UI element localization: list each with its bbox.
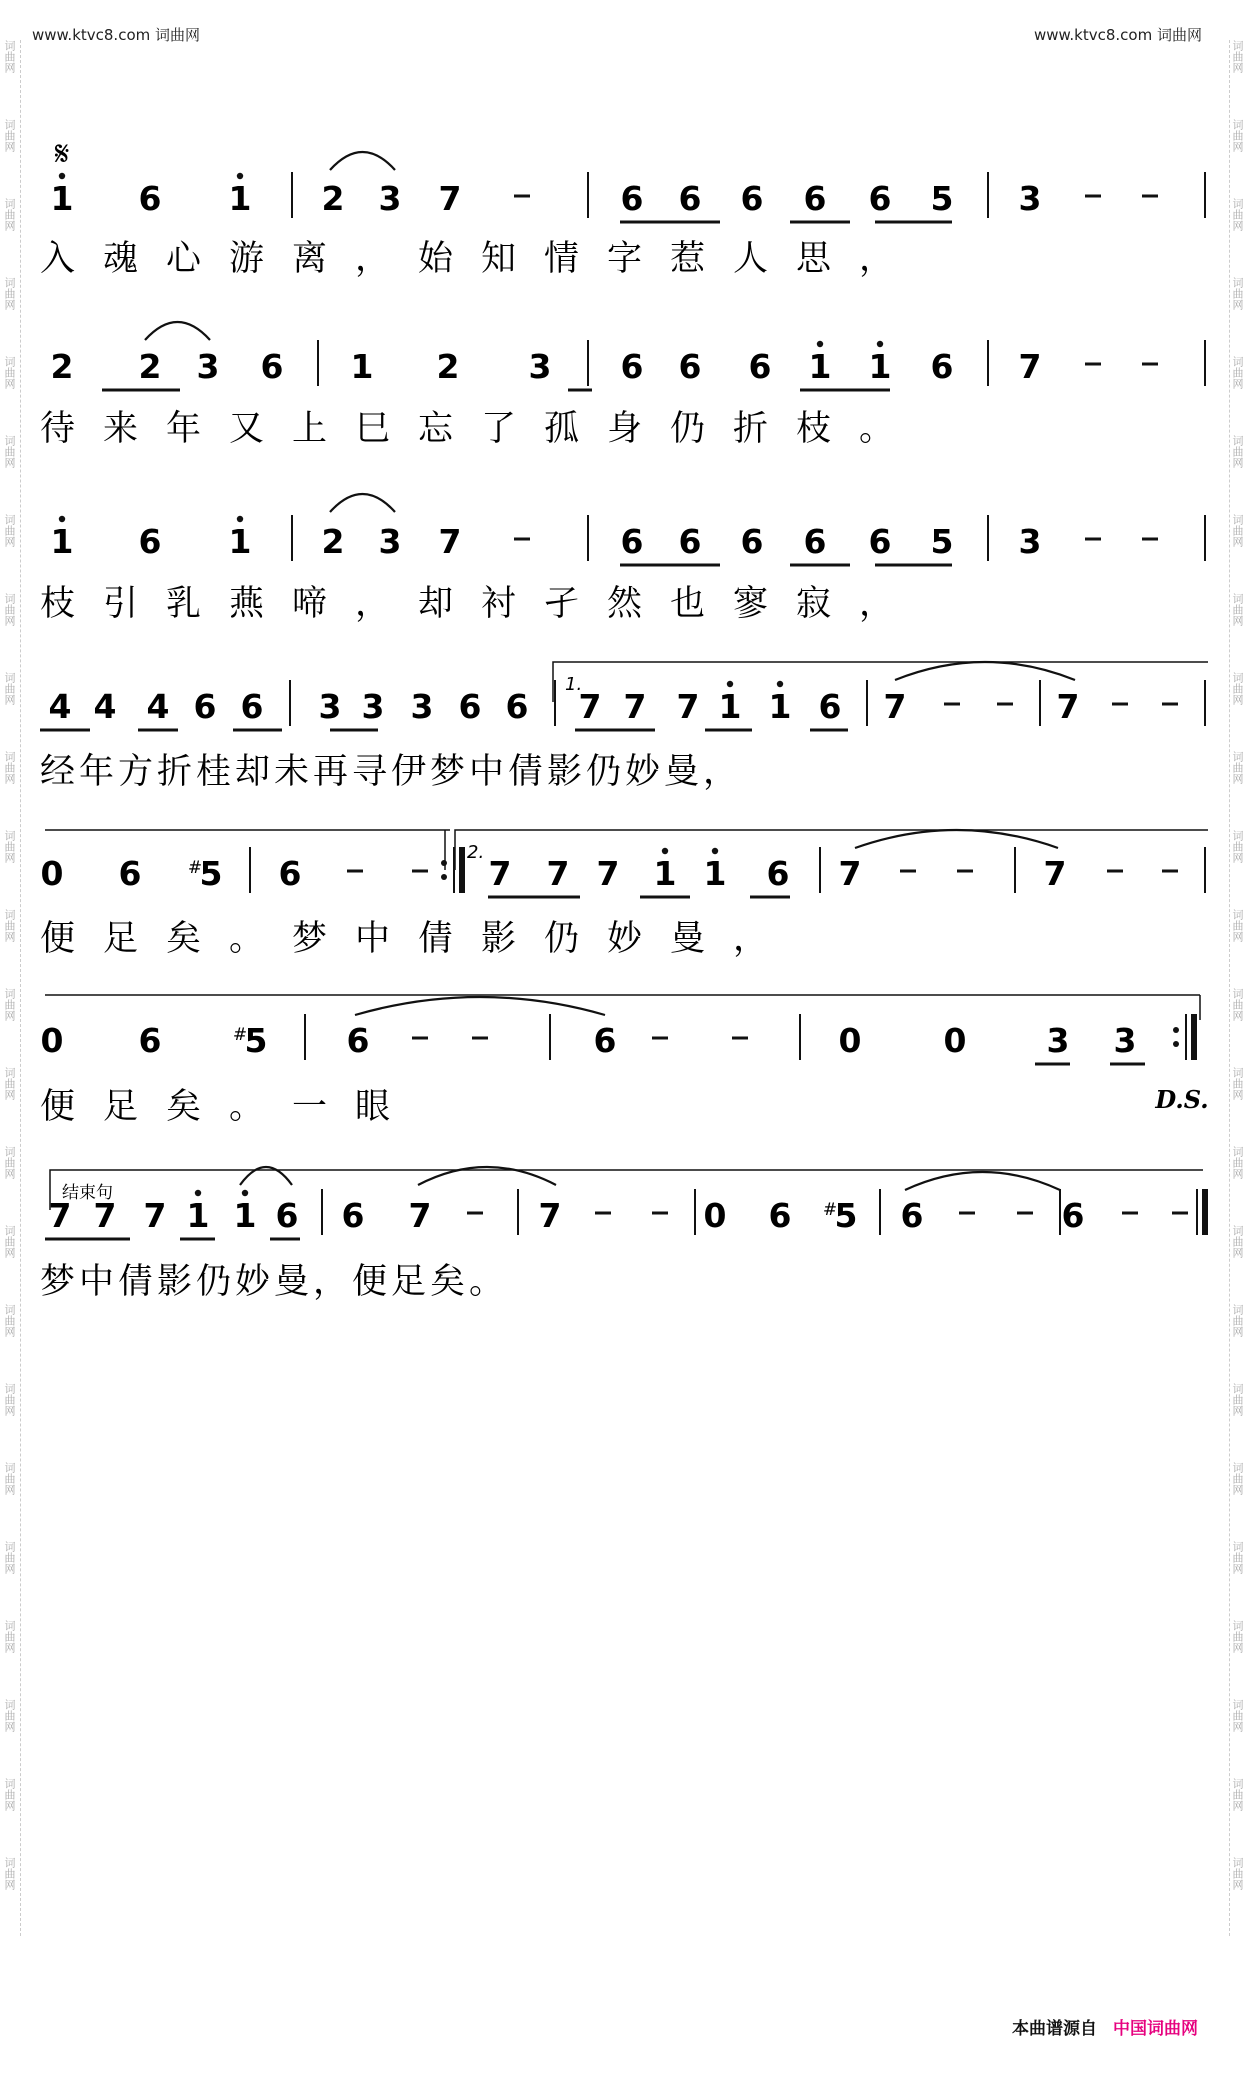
- lyric-line-4: 经年方折桂却未再寻伊梦中倩影仍妙曼，: [40, 752, 743, 792]
- sidebar-watermark: 词曲网: [3, 1541, 16, 1574]
- note-7: 7: [538, 1196, 562, 1235]
- note-3: 3: [528, 347, 552, 386]
- sharp-sign: #: [187, 858, 203, 878]
- sidebar-watermark: 词曲网: [1231, 751, 1244, 784]
- note-3: 3: [410, 687, 434, 726]
- note-7: 7: [438, 179, 462, 218]
- slur: [330, 152, 395, 170]
- note-6: 6: [803, 179, 827, 218]
- sidebar-watermark: 词曲网: [3, 1778, 16, 1811]
- note-7: 7: [596, 854, 620, 893]
- note-4: 4: [48, 687, 72, 726]
- sidebar-watermark: 词曲网: [1231, 119, 1244, 152]
- sidebar-watermark: 词曲网: [1231, 672, 1244, 705]
- note-6: 6: [620, 522, 644, 561]
- note-0: 0: [838, 1021, 862, 1060]
- note-6: 6: [803, 522, 827, 561]
- note-3: 3: [378, 179, 402, 218]
- note-6: 6: [766, 854, 790, 893]
- sidebar-watermark: 词曲网: [3, 40, 16, 73]
- note-2: 2: [436, 347, 460, 386]
- score-row-3: [40, 515, 1205, 624]
- note-2: 2: [321, 522, 345, 561]
- octave-dot: [662, 848, 668, 854]
- note-0: 0: [703, 1196, 727, 1235]
- ds-marking: D.S.: [1155, 1085, 1209, 1114]
- note-5: 5: [199, 854, 223, 893]
- slur: [355, 997, 605, 1015]
- sidebar-watermark: 词曲网: [3, 1620, 16, 1653]
- note-6: 6: [593, 1021, 617, 1060]
- note-6: 6: [620, 347, 644, 386]
- note-2: 2: [50, 347, 74, 386]
- note-2: 2: [321, 179, 345, 218]
- note-6: 6: [346, 1021, 370, 1060]
- note-6: 6: [678, 522, 702, 561]
- note-high-1: 1: [768, 687, 792, 726]
- ending-bracket-final: [50, 1170, 1203, 1210]
- repeat-dot: [1173, 1041, 1179, 1047]
- note-7: 7: [1056, 687, 1080, 726]
- note-7: 7: [408, 1196, 432, 1235]
- note-3: 3: [1046, 1021, 1070, 1060]
- octave-dot: [877, 341, 883, 347]
- sidebar-watermark: 词曲网: [1231, 277, 1244, 310]
- note-3: 3: [361, 687, 385, 726]
- segno-sign: 𝄋: [54, 134, 70, 174]
- note-6: 6: [868, 179, 892, 218]
- sidebar-watermark: 词曲网: [1231, 1620, 1244, 1653]
- sidebar-watermark: 词曲网: [1231, 593, 1244, 626]
- sidebar-watermark: 词曲网: [1231, 1699, 1244, 1732]
- note-high-1: 1: [233, 1196, 257, 1235]
- note-6: 6: [740, 179, 764, 218]
- sidebar-watermark: 词曲网: [3, 751, 16, 784]
- note-3: 3: [318, 687, 342, 726]
- footer-source: [1012, 2014, 1198, 2039]
- note-high-1: 1: [868, 347, 892, 386]
- note-7: 7: [838, 854, 862, 893]
- sidebar-watermark: 词曲网: [1231, 1383, 1244, 1416]
- note-4: 4: [146, 687, 170, 726]
- note-5: 5: [930, 179, 954, 218]
- score-row-4: [40, 680, 1205, 792]
- note-7: 7: [488, 854, 512, 893]
- sidebar-watermark: 词曲网: [1231, 1778, 1244, 1811]
- sidebar-watermark: 词曲网: [3, 356, 16, 389]
- note-6: 6: [678, 347, 702, 386]
- note-6: 6: [260, 347, 284, 386]
- sidebar-watermark: 词曲网: [3, 198, 16, 231]
- octave-dot: [195, 1190, 201, 1196]
- note-high-1: 1: [718, 687, 742, 726]
- sidebar-watermark: 词曲网: [3, 277, 16, 310]
- note-7: 7: [883, 687, 907, 726]
- note-3: 3: [1113, 1021, 1137, 1060]
- octave-dot: [777, 681, 783, 687]
- octave-dot: [59, 516, 65, 522]
- note-6: 6: [275, 1196, 299, 1235]
- note-6: 6: [458, 687, 482, 726]
- note-6: 6: [240, 687, 264, 726]
- sidebar-watermark: 词曲网: [1231, 1857, 1244, 1890]
- sidebar-watermark: 词曲网: [3, 988, 16, 1021]
- sidebar-watermark: 词曲网: [1231, 435, 1244, 468]
- note-0: 0: [943, 1021, 967, 1060]
- header-left-site: www.ktvc8.com 词曲网: [32, 26, 201, 44]
- note-7: 7: [623, 687, 647, 726]
- note-7: 7: [578, 687, 602, 726]
- ending-bracket-1: [553, 662, 1208, 702]
- sidebar-watermark: 词曲网: [3, 1699, 16, 1732]
- note-high-1: 1: [228, 179, 252, 218]
- note-6: 6: [138, 522, 162, 561]
- sidebar-watermark: 词曲网: [3, 1304, 16, 1337]
- note-3: 3: [196, 347, 220, 386]
- note-6: 6: [900, 1196, 924, 1235]
- note-6: 6: [620, 179, 644, 218]
- octave-dot: [727, 681, 733, 687]
- sidebar-watermark: 词曲网: [3, 435, 16, 468]
- note-0: 0: [40, 1021, 64, 1060]
- note-high-1: 1: [228, 522, 252, 561]
- note-2: 2: [138, 347, 162, 386]
- note-6: 6: [748, 347, 772, 386]
- note-4: 4: [93, 687, 117, 726]
- note-6: 6: [138, 1021, 162, 1060]
- note-3: 3: [1018, 522, 1042, 561]
- note-6: 6: [341, 1196, 365, 1235]
- sidebar-watermark: 词曲网: [1231, 988, 1244, 1021]
- sidebar-watermark: 词曲网: [1231, 356, 1244, 389]
- note-5: 5: [244, 1021, 268, 1060]
- sidebar-watermark: 词曲网: [1231, 1225, 1244, 1258]
- note-0: 0: [40, 854, 64, 893]
- slur: [905, 1172, 1060, 1190]
- note-3: 3: [1018, 179, 1042, 218]
- sharp-sign: #: [822, 1200, 838, 1220]
- note-5: 5: [834, 1196, 858, 1235]
- note-7: 7: [1043, 854, 1067, 893]
- octave-dot: [237, 173, 243, 179]
- note-1: 1: [350, 347, 374, 386]
- note-6: 6: [278, 854, 302, 893]
- repeat-dot: [1173, 1027, 1179, 1033]
- lyric-line-2: 待来年又上巳忘了孤身仍折枝。: [40, 409, 923, 449]
- note-high-1: 1: [808, 347, 832, 386]
- lyric-line-1: 入魂心游离，始知情字惹人思，: [40, 239, 923, 279]
- note-6: 6: [193, 687, 217, 726]
- sidebar-watermark: 词曲网: [1231, 909, 1244, 942]
- slur: [895, 662, 1075, 680]
- note-5: 5: [930, 522, 954, 561]
- note-7: 7: [1018, 347, 1042, 386]
- header-right-site: www.ktvc8.com 词曲网: [1033, 26, 1202, 44]
- sidebar-watermark: 词曲网: [1231, 514, 1244, 547]
- note-6: 6: [868, 522, 892, 561]
- sidebar-watermark: 词曲网: [3, 672, 16, 705]
- note-7: 7: [143, 1196, 167, 1235]
- sidebar-watermark: 词曲网: [3, 514, 16, 547]
- sidebar-watermark: 词曲网: [1231, 40, 1244, 73]
- ending-bracket-2-label: 2.: [467, 842, 485, 863]
- sidebar-watermark: 词曲网: [3, 593, 16, 626]
- note-6: 6: [740, 522, 764, 561]
- octave-dot: [242, 1190, 248, 1196]
- lyric-line-3: 枝引乳燕啼，却衬孑然也寥寂，: [40, 584, 923, 624]
- note-7: 7: [546, 854, 570, 893]
- octave-dot: [817, 341, 823, 347]
- note-6: 6: [930, 347, 954, 386]
- slur: [145, 322, 210, 340]
- sidebar-watermark: 词曲网: [3, 1857, 16, 1890]
- note-7: 7: [676, 687, 700, 726]
- note-6: 6: [818, 687, 842, 726]
- lyric-line-6: 便足矣。一眼: [40, 1087, 419, 1127]
- sidebar-watermark: 词曲网: [3, 1225, 16, 1258]
- slur: [855, 830, 1058, 848]
- sharp-sign: #: [232, 1025, 248, 1045]
- sidebar-watermark: 词曲网: [1231, 1304, 1244, 1337]
- note-high-1: 1: [50, 522, 74, 561]
- lyric-line-5: 便足矣。梦中倩影仍妙曼，: [40, 919, 797, 959]
- sidebar-watermark: 词曲网: [1231, 1067, 1244, 1100]
- score-row-2: [40, 340, 1205, 449]
- note-6: 6: [138, 179, 162, 218]
- note-6: 6: [118, 854, 142, 893]
- sidebar-watermark: 词曲网: [3, 1067, 16, 1100]
- sidebar-watermark: 词曲网: [1231, 1462, 1244, 1495]
- note-6: 6: [768, 1196, 792, 1235]
- note-6: 6: [678, 179, 702, 218]
- slur: [330, 494, 395, 512]
- footer-prefix: 本曲谱源自: [1012, 2019, 1097, 2039]
- note-7: 7: [438, 522, 462, 561]
- note-7: 7: [93, 1196, 117, 1235]
- note-6: 6: [505, 687, 529, 726]
- score-row-1: [40, 172, 1205, 279]
- sidebar-watermark: 词曲网: [1231, 1146, 1244, 1179]
- score-row-6: [40, 1014, 1194, 1127]
- sidebar-watermark: 词曲网: [3, 119, 16, 152]
- note-3: 3: [378, 522, 402, 561]
- sidebar-watermark: 词曲网: [3, 1383, 16, 1416]
- note-7: 7: [48, 1196, 72, 1235]
- score-row-7: [40, 1189, 1205, 1302]
- score-row-5: [40, 847, 1205, 959]
- sidebar-watermark: 词曲网: [1231, 198, 1244, 231]
- note-high-1: 1: [703, 854, 727, 893]
- footer-brand: 中国词曲网: [1113, 2019, 1198, 2039]
- note-high-1: 1: [186, 1196, 210, 1235]
- repeat-dot: [441, 860, 447, 866]
- octave-dot: [712, 848, 718, 854]
- ending-bracket-1-label: 1.: [565, 674, 583, 695]
- sidebar-watermark: 词曲网: [3, 909, 16, 942]
- ending-bracket-final-label: 结束句: [62, 1183, 113, 1203]
- lyric-line-7: 梦中倩影仍妙曼，便足矣。: [40, 1262, 509, 1302]
- sidebar-watermark: 词曲网: [3, 1462, 16, 1495]
- octave-dot: [237, 516, 243, 522]
- note-high-1: 1: [50, 179, 74, 218]
- note-6: 6: [1061, 1196, 1085, 1235]
- sidebar-watermark: 词曲网: [1231, 830, 1244, 863]
- sidebar-watermark: 词曲网: [1231, 1541, 1244, 1574]
- repeat-dot: [441, 874, 447, 880]
- sidebar-watermark: 词曲网: [3, 1146, 16, 1179]
- note-high-1: 1: [653, 854, 677, 893]
- sidebar-watermark: 词曲网: [3, 830, 16, 863]
